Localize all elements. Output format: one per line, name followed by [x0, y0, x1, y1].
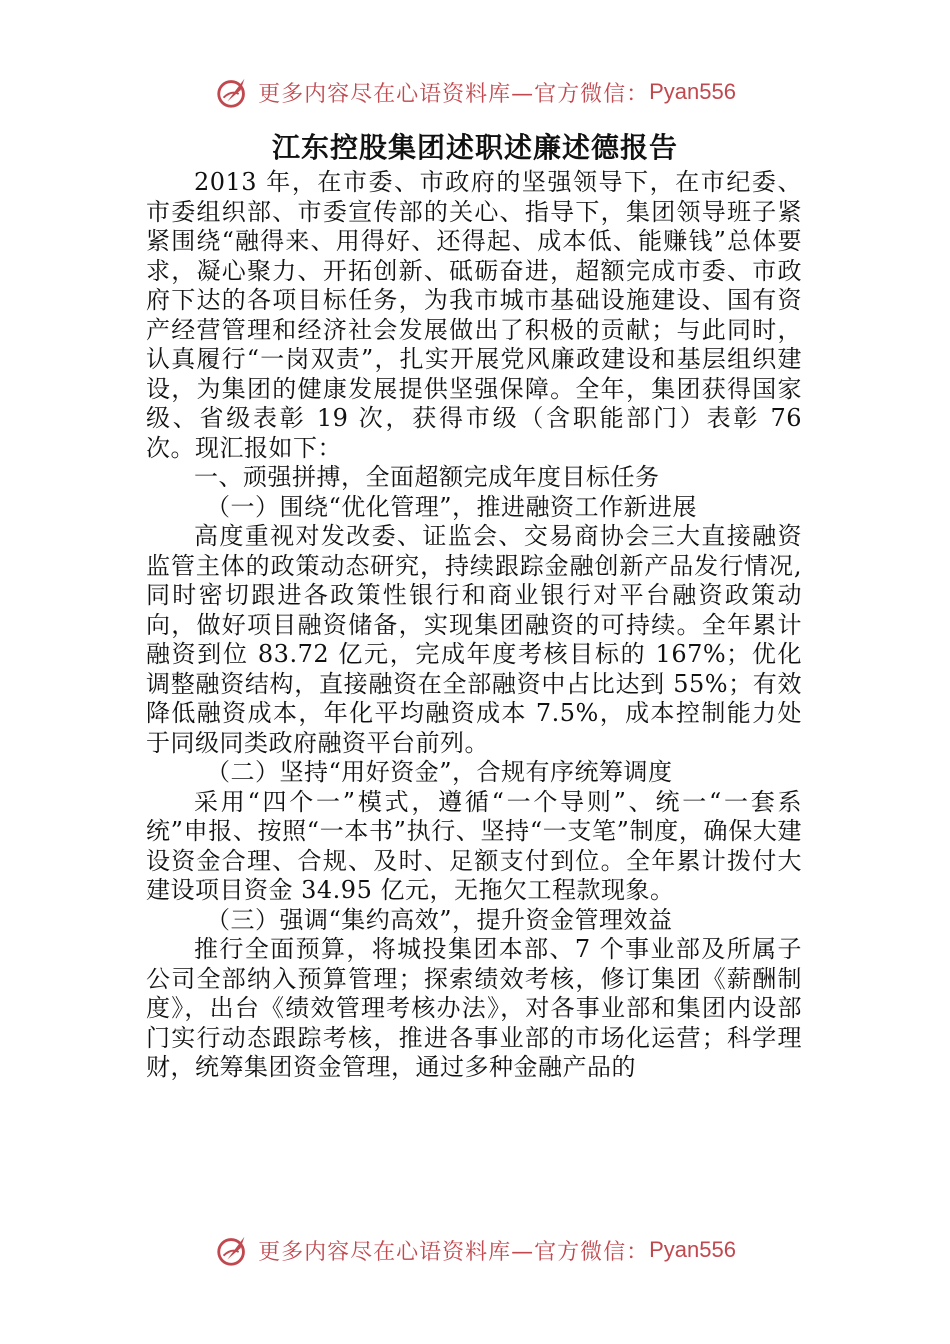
paragraph-intro: 2013 年，在市委、市政府的坚强领导下，在市纪委、市委组织部、市委宣传部的关心、指导下，集团领导班子紧紧围绕“融得来、用得好、还得起、成本低、能赚钱”总体要求，凝心聚力、开拓创新、砥砺奋进，超额完成市委、市政府下达的各项目标任务，为我市城市基础设施建设、国有资产经营管理和经济社会发展做出了积极的贡献；与此同时，认真履行“一岗双责”，扎实开展党风廉政建设和基层组织建设，为集团的健康发展提供坚强保障。全年，集团获得国家级、省级表彰 19 次，获得市级（含职能部门）表彰 76 次。现汇报如下： — [146, 168, 802, 462]
watermark-wechat-id: Pyan556 — [649, 79, 736, 104]
paragraph-funds: 采用“四个一”模式，遵循“一个导则”、统一“一套系统”申报、按照“一本书”执行、坚持“一支笔”制度，确保大建设资金合理、合规、及时、足额支付到位。全年累计拨付大建设项目资金 34.95 亿元，无拖欠工程款现象。 — [146, 787, 802, 904]
paragraph-financing: 高度重视对发改委、证监会、交易商协会三大直接融资监管主体的政策动态研究，持续跟踪金融创新产品发行情况,同时密切跟进各政策性银行和商业银行对平台融资政策动向，做好项目融资储备，实现集团融资的可持续。全年累计融资到位 83.72 亿元，完成年度考核目标的 167%；优化调整融资结构，直接融资在全部融资中占比达到 55%；有效降低融资成本，年化平均融资成本 7.5%，成本控制能力处于同级同类政府融资平台前列。 — [146, 522, 802, 757]
document-title: 江东控股集团述职述廉述德报告 — [271, 131, 678, 164]
watermark-text: 更多内容尽在心语资料库—官方微信： — [258, 1239, 650, 1265]
footer-watermark — [0, 1228, 950, 1272]
subsection-heading-3: （三）强调“集约高效”，提升资金管理效益 — [206, 905, 673, 934]
subsection-heading-2: （二）坚持“用好资金”，合规有序统筹调度 — [206, 758, 673, 786]
paragraph-budget: 推行全面预算，将城投集团本部、7 个事业部及所属子公司全部纳入预算管理；探索绩效考核，修订集团《薪酬制度》，出台《绩效管理考核办法》，对各事业部和集团内设部门实行动态跟踪考核，推进各事业部的市场化运营；科学理财，统筹集团资金管理，通过多种金融产品的 — [146, 935, 802, 1081]
subsection-heading-1: （一）围绕“优化管理”，推进融资工作新进展 — [206, 492, 698, 521]
header-watermark — [0, 70, 950, 114]
watermark-wechat-id: Pyan556 — [649, 1237, 736, 1262]
watermark-text: 更多内容尽在心语资料库—官方微信： — [258, 81, 650, 107]
quill-logo-icon — [214, 1231, 252, 1269]
document-body — [146, 168, 802, 1083]
section-heading-1: 一、顽强拼搏，全面超额完成年度目标任务 — [194, 463, 660, 491]
quill-logo-icon — [214, 73, 252, 111]
